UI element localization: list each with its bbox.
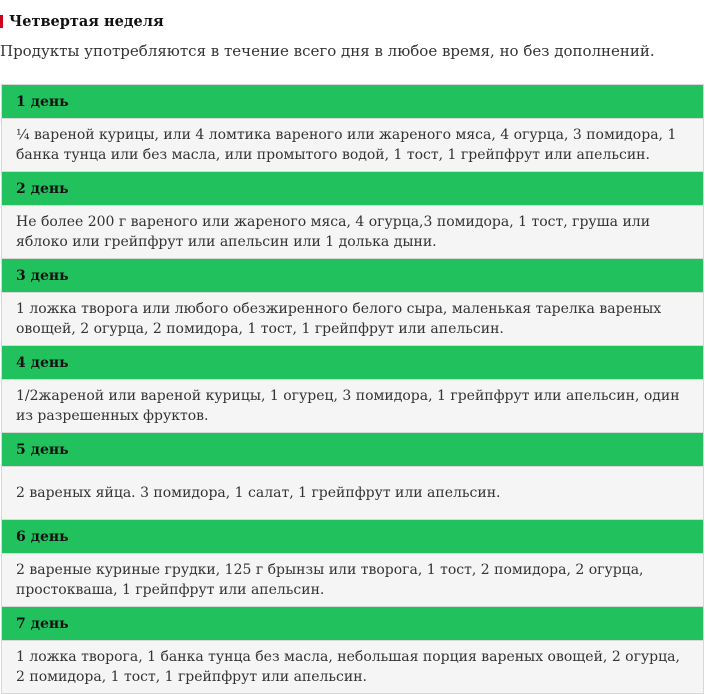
section-heading <box>0 10 164 32</box>
day-1-content: ¼ вареной курицы, или 4 ломтика вареного или жареного мяса, 4 огурца, 3 помидора, 1 банка тунца или без масла, или промытого водой, 1 тост, 1 грейпфрут или апельсин. <box>2 119 703 172</box>
day-1-header: 1 день <box>2 85 703 119</box>
intro-text: Продукты употребляются в течение всего дня в любое время, но без дополнений. <box>0 42 655 60</box>
day-2-header: 2 день <box>2 172 703 206</box>
heading-marker <box>0 15 3 28</box>
day-4-header: 4 день <box>2 346 703 380</box>
day-6-header: 6 день <box>2 520 703 554</box>
day-3-content: 1 ложка творога или любого обезжиренного белого сыра, маленькая тарелка вареных овощей, 2 огурца, 2 помидора, 1 тост, 1 грейпфрут или апельсин. <box>2 293 703 346</box>
day-6-content: 2 вареные куриные грудки, 125 г брынзы или творога, 1 тост, 2 помидора, 2 огурца, простокваша, 1 грейпфрут или апельсин. <box>2 554 703 607</box>
diet-table <box>1 84 704 694</box>
day-7-header: 7 день <box>2 607 703 641</box>
day-5-content: 2 вареных яйца. 3 помидора, 1 салат, 1 грейпфрут или апельсин. <box>2 467 703 520</box>
day-5-header: 5 день <box>2 433 703 467</box>
day-3-header: 3 день <box>2 259 703 293</box>
section-heading-text: Четвертая неделя <box>9 12 164 30</box>
day-2-content: Не более 200 г вареного или жареного мяса, 4 огурца,3 помидора, 1 тост, груша или яблоко или грейпфрут или апельсин или 1 долька дыни. <box>2 206 703 259</box>
day-7-content: 1 ложка творога, 1 банка тунца без масла, небольшая порция вареных овощей, 2 огурца, 2 помидора, 1 тост, 1 грейпфрут или апельсин. <box>2 641 703 694</box>
day-4-content: 1/2жареной или вареной курицы, 1 огурец, 3 помидора, 1 грейпфрут или апельсин, один из разрешенных фруктов. <box>2 380 703 433</box>
